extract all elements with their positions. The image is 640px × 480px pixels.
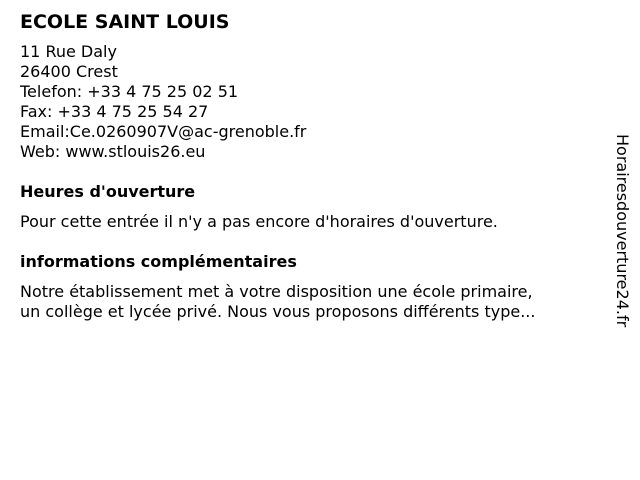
contact-block xyxy=(20,42,600,162)
web-line xyxy=(20,142,600,162)
fax-label: Fax: xyxy=(20,102,53,121)
email-line xyxy=(20,122,600,142)
web-address: www.stlouis26.eu xyxy=(65,142,206,161)
fax-line xyxy=(20,102,600,122)
web-label: Web: xyxy=(20,142,61,161)
additional-info-line-2: un collège et lycée privé. Nous vous proposons différents type... xyxy=(20,302,536,321)
listing-card xyxy=(20,10,600,322)
phone-number: +33 4 75 25 02 51 xyxy=(87,82,239,101)
street-address: 11 Rue Daly xyxy=(20,42,117,61)
opening-hours-heading: Heures d'ouverture xyxy=(20,182,196,201)
additional-info-text xyxy=(20,282,600,322)
fax-number: +33 4 75 25 54 27 xyxy=(57,102,209,121)
site-watermark: Horairesdouverture24.fr xyxy=(613,134,632,328)
additional-info-line-1: Notre établissement met à votre disposition une école primaire, xyxy=(20,282,533,301)
page-title: ECOLE SAINT LOUIS xyxy=(20,11,230,33)
phone-label: Telefon: xyxy=(20,82,83,101)
additional-info-heading: informations complémentaires xyxy=(20,252,297,271)
city-line: 26400 Crest xyxy=(20,62,118,81)
email-address: Ce.0260907V@ac-grenoble.fr xyxy=(69,122,307,141)
email-label: Email: xyxy=(20,122,70,141)
phone-line xyxy=(20,82,600,102)
opening-hours-text: Pour cette entrée il n'y a pas encore d'horaires d'ouverture. xyxy=(20,212,498,231)
